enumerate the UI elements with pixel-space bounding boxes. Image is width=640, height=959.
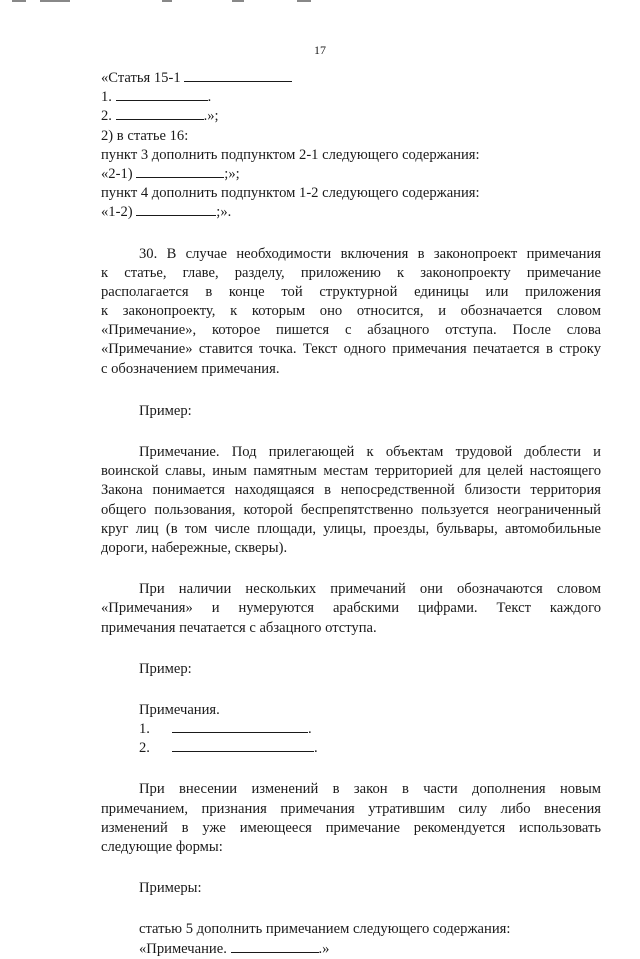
article-16-line: 2) в статье 16:	[101, 127, 189, 144]
item-line-2: 2. .»;	[101, 108, 219, 125]
examples-label: Примеры:	[139, 880, 202, 897]
multiple-notes-paragraph: При наличии нескольких примечаний они обозначаются словом «Примечания» и нумеруются арабскими цифрами. Текст каждого примечания печатается с абзацного отступа.	[101, 581, 601, 636]
paragraph-30: 30. В случае необходимости включения в законопроект примечания к статье, главе, разделу, приложению к законопроекту примечание располагается в конце той структурной единицы или приложения к законопроекту, к которым оно относится, и обозначается словом «Примечание», которое пишется с абзацного отступа. После слова «Примечание» ставится точка. Текст одного примечания печатается в строку с обозначением примечания.	[101, 245, 601, 377]
example-label-2: Пример:	[139, 660, 192, 677]
blank-line	[231, 940, 319, 953]
blank-line	[136, 203, 216, 216]
point-3-line: пункт 3 дополнить подпунктом 2-1 следующего содержания:	[101, 146, 480, 163]
example-label: Пример:	[139, 402, 192, 419]
page-number: 17	[314, 43, 326, 57]
notes-list-example	[101, 701, 601, 759]
notes-title: Примечания.	[139, 701, 220, 718]
note-item-1: 1. .	[139, 721, 312, 738]
document-body	[101, 69, 601, 959]
note-item-2: 2. .	[139, 740, 318, 757]
blank-line	[116, 107, 204, 120]
blank-line	[184, 69, 292, 82]
note-content-line: «Примечание. .»	[139, 940, 330, 957]
article-5-line: статью 5 дополнить примечанием следующего содержания:	[139, 921, 511, 938]
final-example-block	[101, 920, 601, 958]
item-line-1: 1. .	[101, 89, 212, 106]
blank-line	[116, 88, 208, 101]
scan-edge-marks	[12, 0, 312, 4]
note-example-paragraph: Примечание. Под прилегающей к объектам трудовой доблести и воинской славы, иным памятным местам территорией для целей настоящего Закона понимается находящаяся в непосредственной близости территория общего пользования, которой беспрепятственно пользуется неограниченный круг лиц (в том числе площади, улицы, проезды, бульвары, автомобильные дороги, набережные, скверы).	[101, 444, 601, 556]
subpoint-1-2-line: «1-2) ;».	[101, 204, 232, 221]
article-heading-line: «Статья 15-1	[101, 69, 601, 88]
subpoint-2-1-line: «2-1) ;»;	[101, 165, 240, 182]
blank-line	[172, 739, 314, 752]
blank-line	[136, 165, 224, 178]
blank-line	[172, 720, 308, 733]
amendment-block	[101, 69, 601, 223]
point-4-line: пункт 4 дополнить подпунктом 1-2 следующего содержания:	[101, 185, 480, 202]
changes-paragraph: При внесении изменений в закон в части дополнения новым примечанием, признания примечания утратившим силу либо внесения изменений в уже имеющееся примечание рекомендуется использовать следующие формы:	[101, 781, 601, 855]
